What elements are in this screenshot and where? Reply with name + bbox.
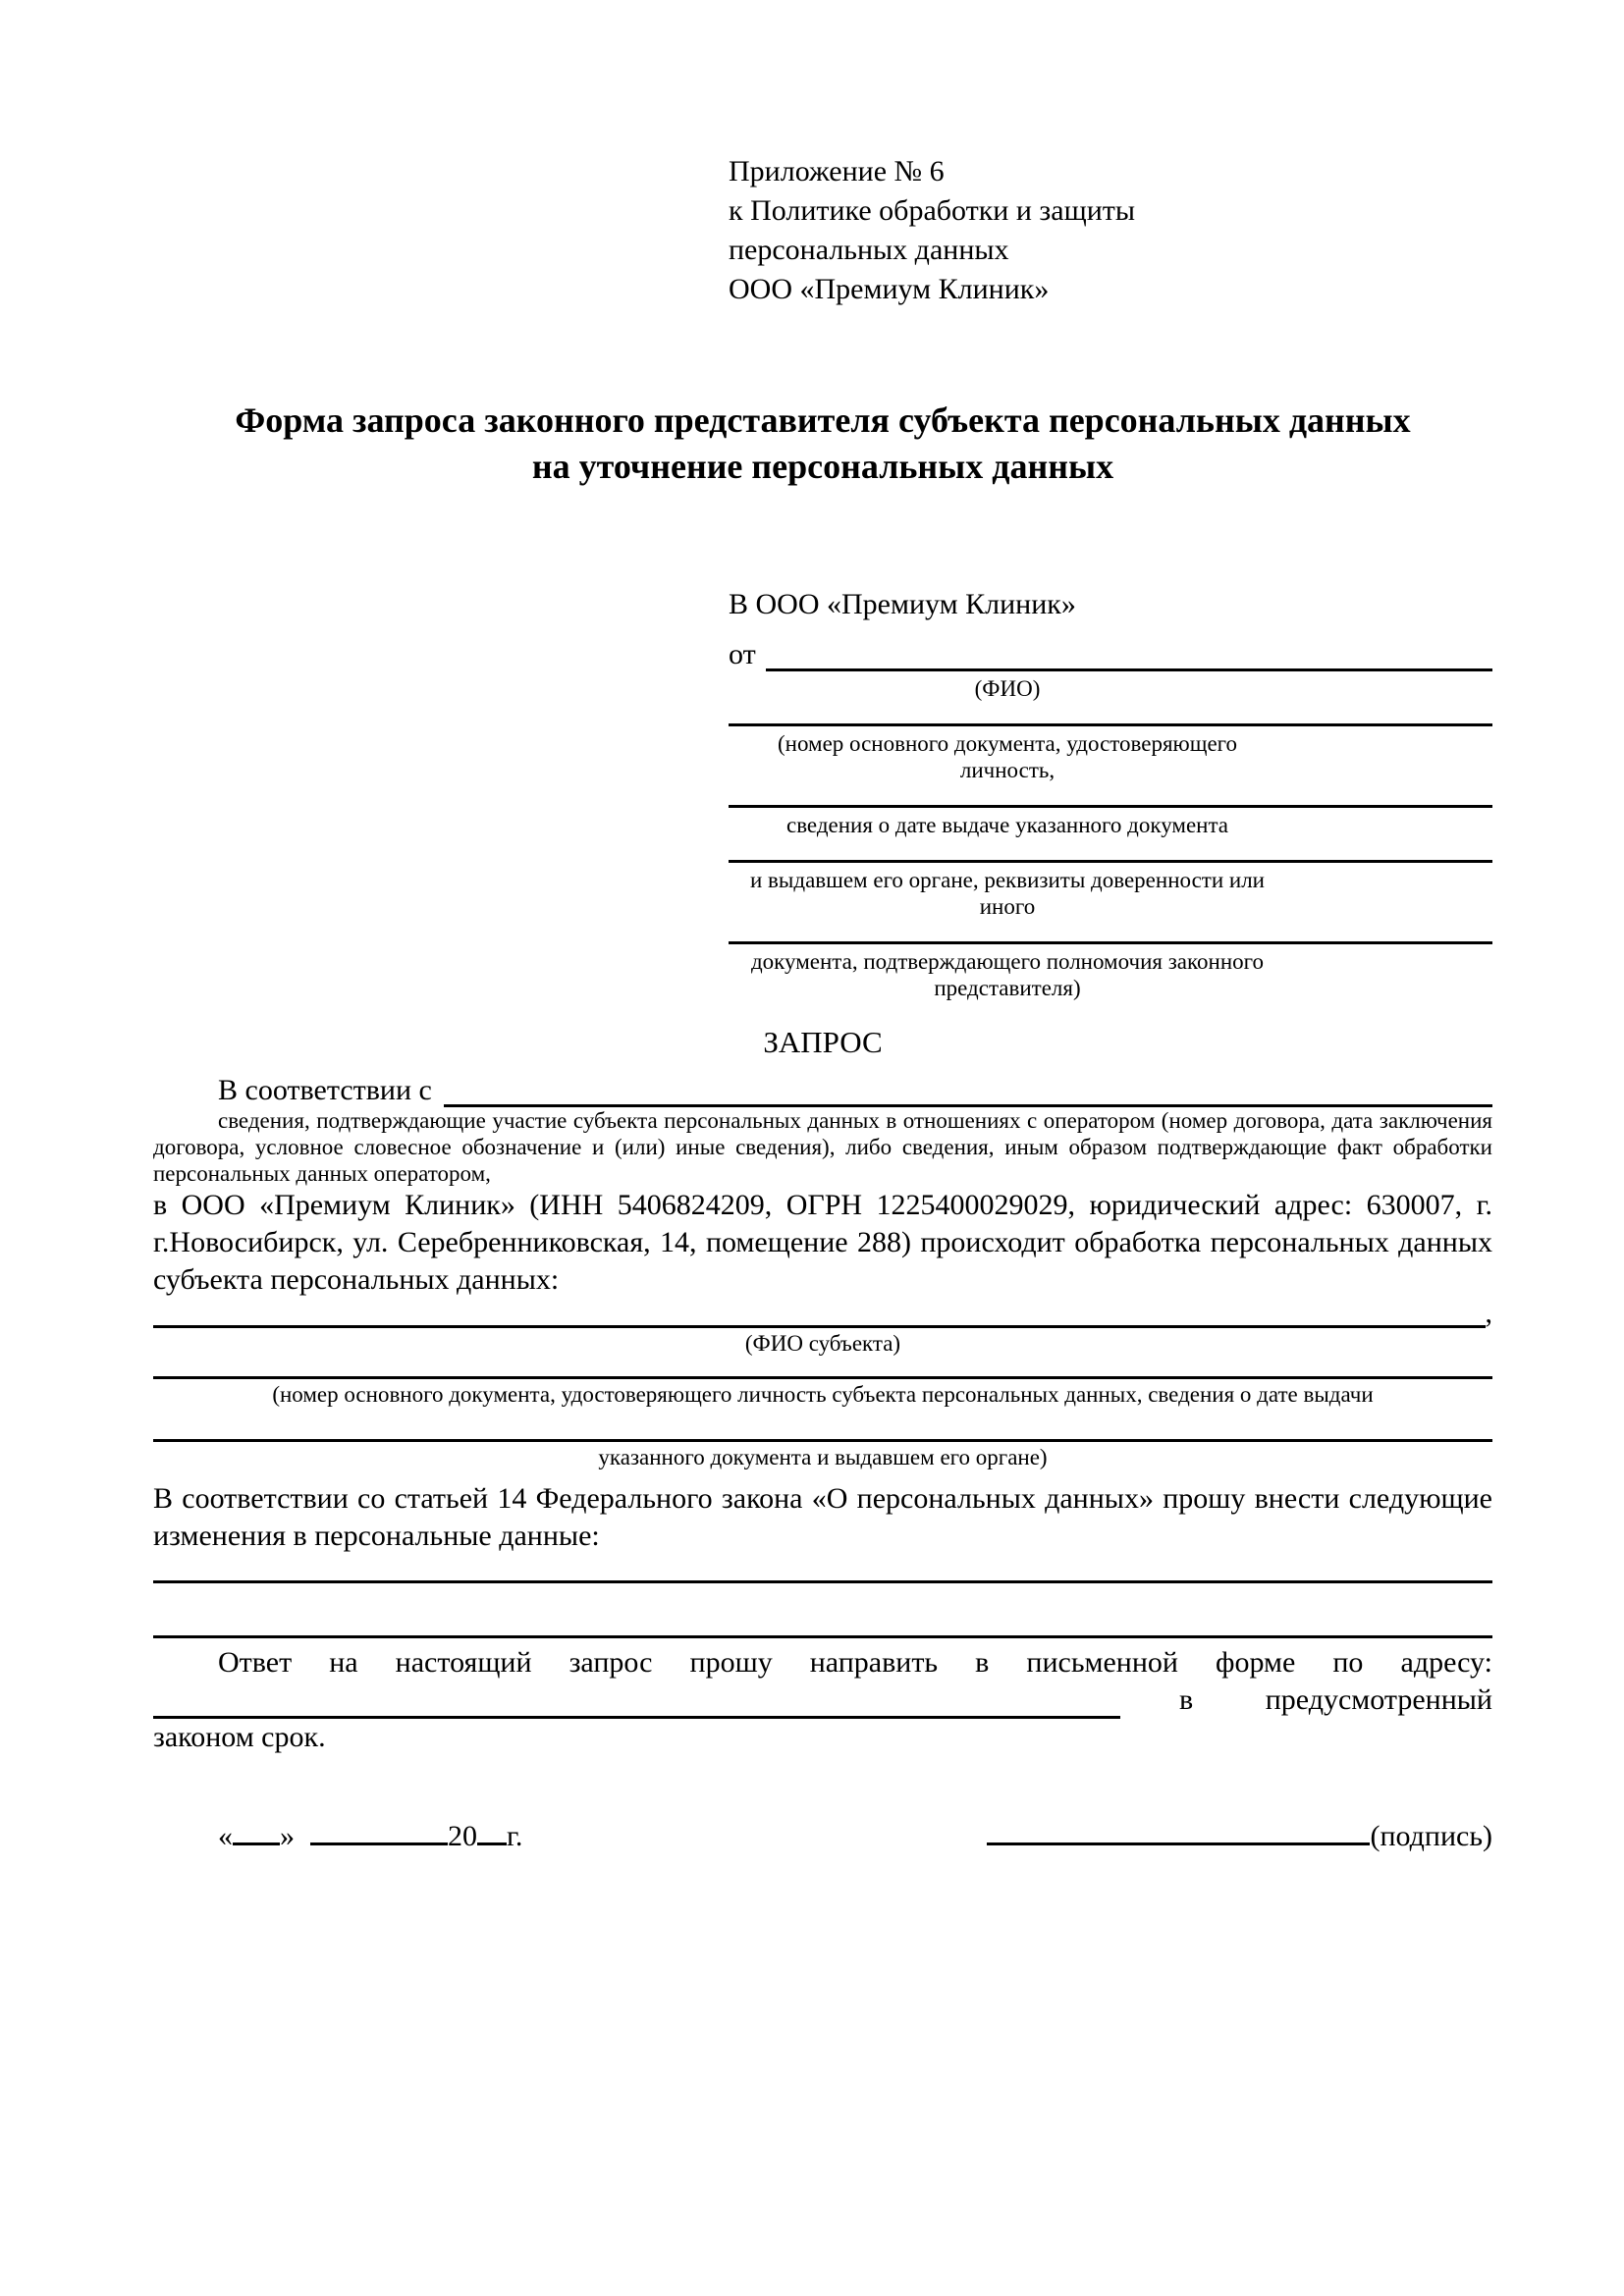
law-paragraph: В соответствии со статьей 14 Федерального закона «О персональных данных» прошу внести следующие изменения в персональные данные:: [153, 1482, 1492, 1552]
subject-document-blank-line-2: [153, 1408, 1492, 1442]
appendix-line-1: Приложение № 6: [729, 155, 945, 187]
authority-document-blank-line: [729, 920, 1492, 944]
subject-document-caption-1: (номер основного документа, удостоверяющего личность субъекта персональных данных, сведения о дате выдачи: [272, 1382, 1374, 1407]
addressee-from-row: [729, 626, 1492, 671]
date-quote-open: «: [218, 1820, 233, 1852]
authority-document-caption: документа, подтверждающего полномочия законного представителя): [750, 949, 1264, 1000]
signature-caption: (подпись): [1370, 1820, 1492, 1852]
answer-paragraph-line-1: Ответ на настоящий запрос прошу направить в письменной форме по адресу:: [218, 1646, 1492, 1679]
signature-blank-line: [987, 1842, 1370, 1845]
fio-blank-line: [766, 626, 1492, 671]
appendix-line-3: персональных данных: [729, 234, 1009, 266]
appendix-line-2: к Политике обработки и защиты: [729, 194, 1136, 227]
accordance-row: [153, 1068, 1492, 1107]
trailing-comma: ,: [1485, 1297, 1492, 1329]
fio-caption: (ФИО): [974, 676, 1041, 701]
appendix-block: [729, 152, 1492, 309]
issuing-authority-caption: и выдавшем его органе, реквизиты доверенности или иного: [750, 868, 1265, 919]
document-number-caption: (номер основного документа, удостоверяющего личность,: [777, 731, 1238, 782]
issue-date-caption: сведения о дате выдаче указанного документа: [785, 813, 1229, 837]
subject-fio-row: [153, 1299, 1492, 1328]
subject-document-blank-line: [153, 1357, 1492, 1379]
operator-paragraph: в ООО «Премиум Клиник» (ИНН 5406824209, ОГРН 1225400029029, юридический адрес: 630007, г. г.Новосибирск, ул. Серебренниковская, 14, помещение 288) происходит обработка персональных данных субъекта персональных данных:: [153, 1189, 1492, 1296]
answer-word-1: в: [1179, 1683, 1194, 1716]
addressee-to: В ООО «Премиум Клиник»: [729, 588, 1076, 620]
date-year-prefix: 20: [448, 1820, 477, 1852]
title-line-2: на уточнение персональных данных: [531, 447, 1114, 486]
date-year-suffix: г.: [507, 1820, 523, 1852]
address-blank-line: [153, 1682, 1120, 1719]
request-heading: ЗАПРОС: [763, 1025, 883, 1059]
date-year-blank: [477, 1842, 507, 1845]
addressee-block: [729, 583, 1492, 1001]
answer-paragraph-line-2: [153, 1682, 1492, 1719]
issue-date-blank-line: [729, 783, 1492, 808]
title-line-1: Форма запроса законного представителя субъекта персональных данных: [235, 400, 1411, 440]
answer-paragraph-line-3: законом срок.: [153, 1721, 326, 1753]
accordance-blank-line: [444, 1068, 1492, 1107]
subject-fio-caption: (ФИО субъекта): [744, 1331, 901, 1356]
basis-caption: сведения, подтверждающие участие субъекта персональных данных в отношениях с оператором (номер договора, дата заключения договора, условное словесное обозначение и (или) иные сведения), либо сведения, иным образом подтверждающие факт обработки персональных данных оператором,: [153, 1108, 1492, 1186]
from-label: от: [729, 638, 756, 670]
document-number-blank-line: [729, 702, 1492, 726]
accordance-prefix: В соответствии с: [218, 1074, 432, 1106]
appendix-line-4: ООО «Премиум Клиник»: [729, 273, 1050, 305]
document-title: [153, 398, 1492, 490]
changes-blank-line-2: [153, 1583, 1492, 1638]
date-field: [153, 1817, 522, 1856]
issuing-authority-blank-line: [729, 838, 1492, 863]
subject-document-caption-2: указанного документа и выдавшем его органе): [598, 1445, 1048, 1469]
answer-word-2: предусмотренный: [1265, 1683, 1492, 1716]
footer-row: [153, 1817, 1492, 1856]
date-month-blank: [310, 1842, 448, 1845]
date-quote-close: »: [280, 1820, 295, 1852]
date-day-blank: [233, 1842, 280, 1845]
changes-blank-line-1: [153, 1555, 1492, 1583]
signature-field: [987, 1817, 1492, 1856]
subject-fio-blank-line: [153, 1299, 1486, 1328]
